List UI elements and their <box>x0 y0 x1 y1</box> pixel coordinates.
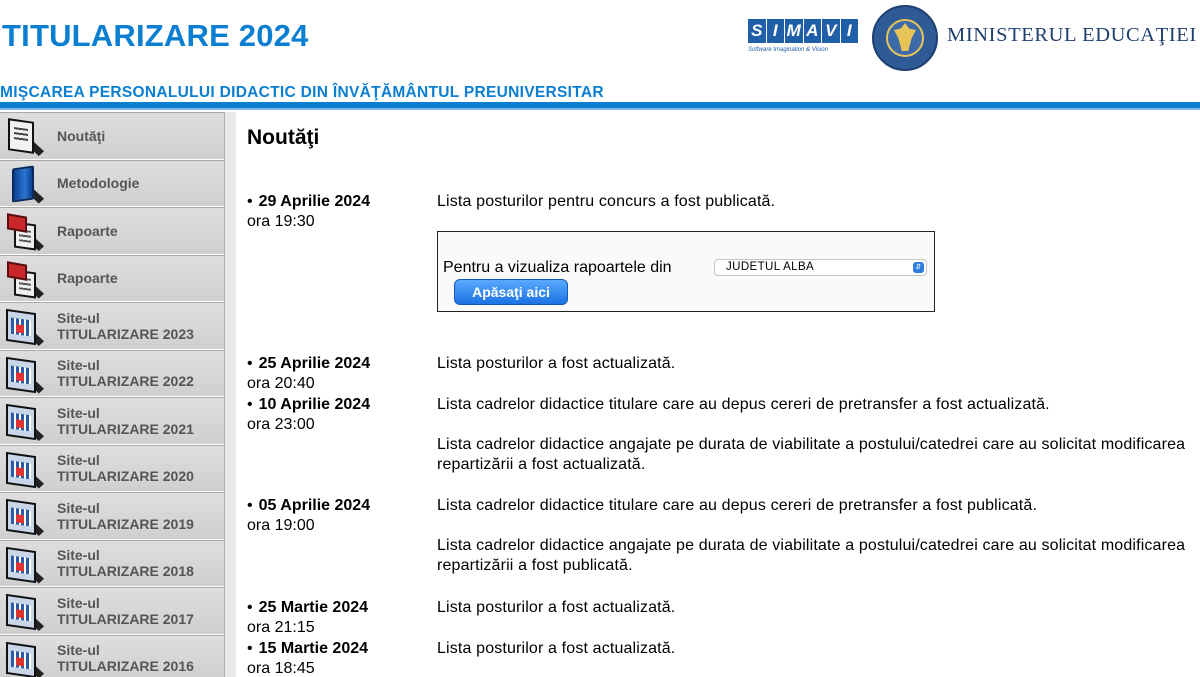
sidebar-item-rapoarte-2[interactable] <box>0 255 224 303</box>
news-date <box>247 496 427 536</box>
news-date-day: • 25 Martie 2024 <box>247 598 427 618</box>
news-paragraph: Lista posturilor a fost actualizată. <box>437 355 676 372</box>
news-text <box>437 496 1197 576</box>
sidebar-item-site-2020[interactable] <box>0 445 224 493</box>
news-date-day: • 29 Aprilie 2024 <box>247 192 427 212</box>
sidebar-item-site-2023[interactable] <box>0 302 224 350</box>
sidebar-item-site-2022[interactable] <box>0 350 224 398</box>
news-text <box>437 354 1197 374</box>
simavi-wordmark <box>748 19 858 43</box>
view-reports-button[interactable]: Apăsaţi aici <box>454 279 568 305</box>
news-date-time: ora 19:00 <box>247 517 315 534</box>
sidebar-item-label: Metodologie <box>57 175 140 192</box>
sidebar-item-site-2019[interactable] <box>0 492 224 540</box>
website-icon <box>4 641 42 677</box>
news-paragraph: Lista posturilor pentru concurs a fost publicată. <box>437 193 776 210</box>
report-selector-box <box>437 231 935 312</box>
news-paragraph: Lista cadrelor didactice titulare care au depus cereri de pretransfer a fost actualizată. <box>437 396 1050 413</box>
news-date <box>247 192 427 232</box>
news-document-icon <box>4 118 42 156</box>
news-date-time: ora 23:00 <box>247 416 315 433</box>
page-header <box>0 0 1200 112</box>
news-text <box>437 639 1197 659</box>
sidebar-item-label: Site-ul TITULARIZARE 2022 <box>57 357 194 390</box>
news-date <box>247 354 427 394</box>
news-date-day: • 25 Aprilie 2024 <box>247 354 427 374</box>
news-text <box>437 395 1197 475</box>
news-date <box>247 598 427 638</box>
sidebar-item-label: Site-ul TITULARIZARE 2017 <box>57 594 194 627</box>
news-date-day: • 10 Aprilie 2024 <box>247 395 427 415</box>
news-date-day: • 15 Martie 2024 <box>247 639 427 659</box>
news-date-time: ora 19:30 <box>247 213 315 230</box>
book-icon <box>4 166 42 204</box>
county-select[interactable] <box>714 259 927 276</box>
report-selector-label: Pentru a vizualiza rapoartele din <box>443 259 672 276</box>
news-date <box>247 639 427 677</box>
simavi-letter: A <box>804 19 822 43</box>
sidebar-item-label: Noutăţi <box>57 127 106 144</box>
news-paragraph: Lista cadrelor didactice angajate pe durata de viabilitate a postului/catedrei care au solicitat modificarea repartizării a fost actualizată. <box>437 436 1186 473</box>
website-icon <box>4 498 42 536</box>
sidebar-scrollbar[interactable] <box>224 112 236 677</box>
sidebar-item-label: Rapoarte <box>57 222 118 239</box>
government-seal-icon <box>872 5 938 71</box>
simavi-tagline: Software Imagination & Vision <box>748 47 828 53</box>
sidebar-item-label: Site-ul TITULARIZARE 2021 <box>57 404 194 437</box>
news-paragraph: Lista cadrelor didactice angajate pe durata de viabilitate a postului/catedrei care au solicitat modificarea repartizării a fost publicată. <box>437 537 1186 574</box>
news-date-time: ora 20:40 <box>247 375 315 392</box>
sidebar <box>0 112 236 677</box>
news-paragraph: Lista posturilor a fost actualizată. <box>437 599 676 616</box>
simavi-logo[interactable] <box>748 19 858 57</box>
sidebar-item-site-2021[interactable] <box>0 397 224 445</box>
sidebar-item-label: Rapoarte <box>57 270 118 287</box>
news-date-day: • 05 Aprilie 2024 <box>247 496 427 516</box>
ministry-name[interactable]: MINISTERUL EDUCAŢIEI <box>947 24 1197 46</box>
news-date <box>247 395 427 435</box>
news-paragraph: Lista cadrelor didactice titulare care au depus cereri de pretransfer a fost publicată. <box>437 497 1038 514</box>
simavi-letter: M <box>785 19 803 43</box>
news-text <box>437 192 1197 212</box>
sidebar-item-label: Site-ul TITULARIZARE 2020 <box>57 452 194 485</box>
website-icon <box>4 308 42 346</box>
sidebar-item-noutati[interactable] <box>0 112 224 160</box>
simavi-letter: S <box>748 19 766 43</box>
sidebar-item-rapoarte[interactable] <box>0 207 224 255</box>
simavi-letter: I <box>841 19 859 43</box>
main-content <box>237 112 1200 677</box>
sidebar-item-site-2018[interactable] <box>0 540 224 588</box>
website-icon <box>4 403 42 441</box>
news-date-time: ora 21:15 <box>247 619 315 636</box>
website-icon <box>4 593 42 631</box>
header-divider <box>0 102 1200 110</box>
site-title[interactable]: TITULARIZARE 2024 <box>2 18 309 53</box>
report-icon <box>4 261 42 299</box>
select-arrows-icon: ⇵ <box>913 262 924 273</box>
county-select-value: JUDETUL ALBA <box>726 261 815 273</box>
sidebar-item-label: Site-ul TITULARIZARE 2016 <box>57 642 194 675</box>
sidebar-item-label: Site-ul TITULARIZARE 2018 <box>57 547 194 580</box>
sidebar-item-site-2016[interactable] <box>0 635 224 677</box>
sidebar-item-label: Site-ul TITULARIZARE 2019 <box>57 499 194 532</box>
sidebar-item-metodologie[interactable] <box>0 160 224 208</box>
news-date-time: ora 18:45 <box>247 660 315 677</box>
website-icon <box>4 546 42 584</box>
page-title: Noutăţi <box>247 126 320 149</box>
news-paragraph: Lista posturilor a fost actualizată. <box>437 640 676 657</box>
site-subtitle: MIŞCAREA PERSONALULUI DIDACTIC DIN ÎNVĂŢĂMÂNTUL PREUNIVERSITAR <box>0 84 604 101</box>
simavi-letter: I <box>767 19 785 43</box>
simavi-letter: V <box>822 19 840 43</box>
news-text <box>437 598 1197 618</box>
sidebar-item-site-2017[interactable] <box>0 587 224 635</box>
website-icon <box>4 451 42 489</box>
report-icon <box>4 213 42 251</box>
website-icon <box>4 356 42 394</box>
sidebar-item-label: Site-ul TITULARIZARE 2023 <box>57 309 194 342</box>
